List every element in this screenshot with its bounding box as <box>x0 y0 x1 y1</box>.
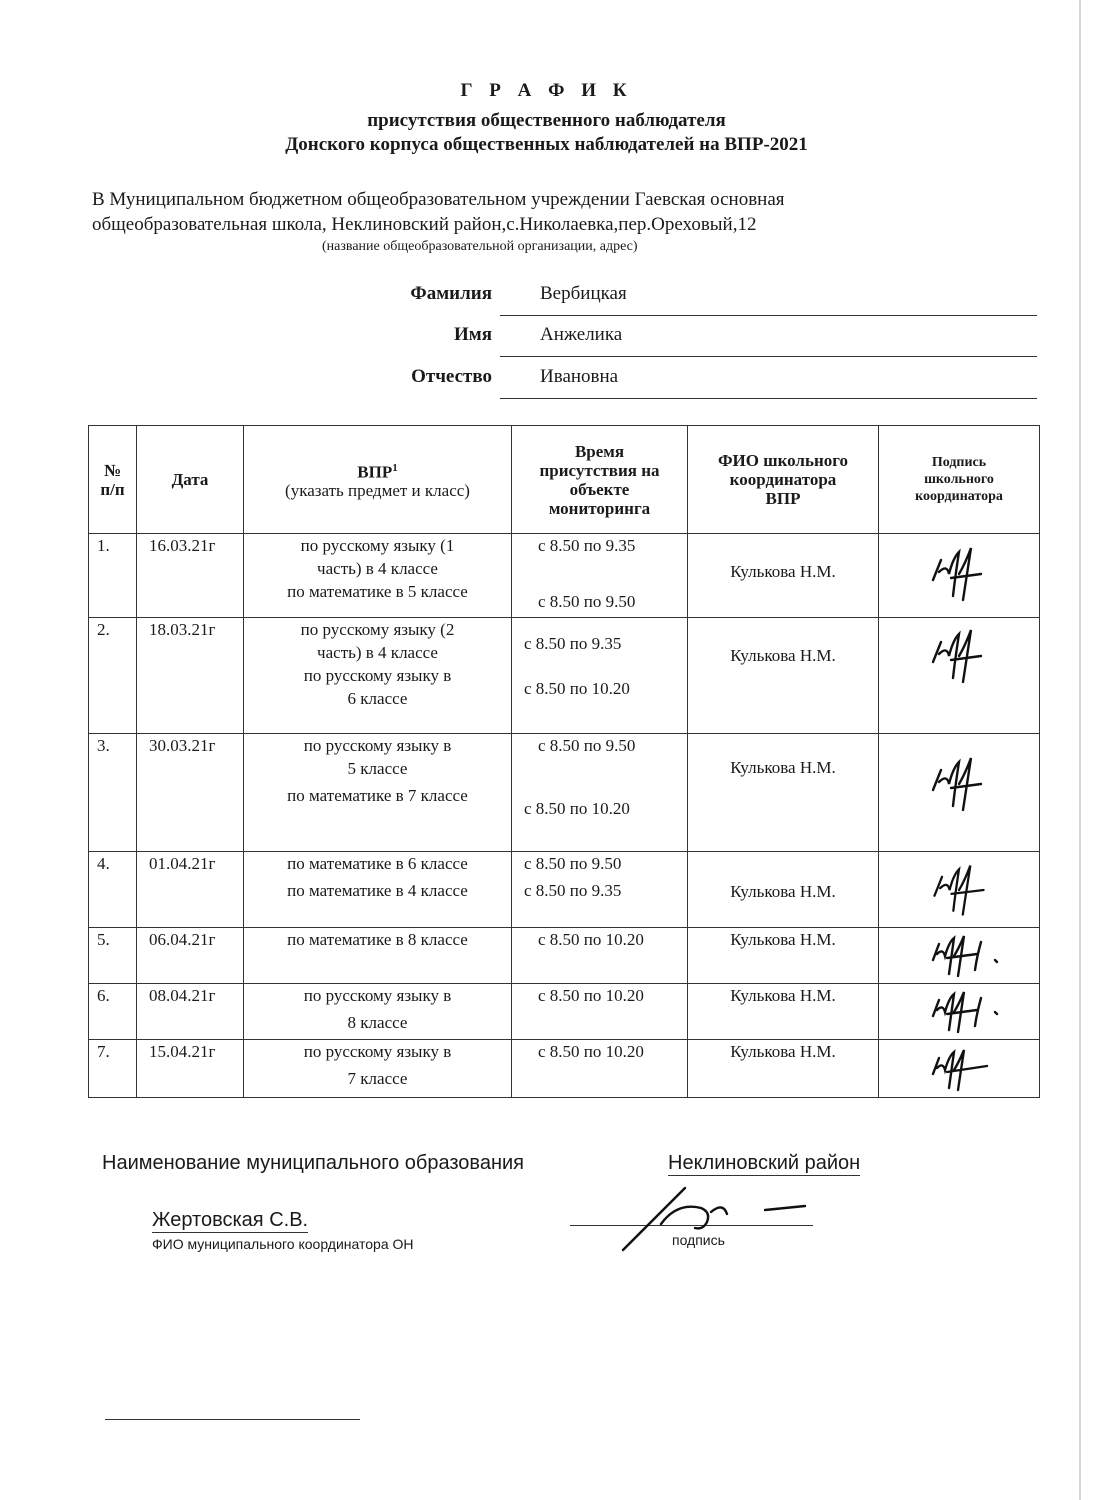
scan-edge-line <box>1079 0 1081 1500</box>
signature-mark <box>929 858 989 924</box>
table-row <box>89 984 1040 1040</box>
row-signature <box>879 734 1040 852</box>
row-coordinator: Кулькова Н.М. <box>688 534 879 618</box>
row-time: с 8.50 по 10.20 <box>512 1040 688 1098</box>
row-time: с 8.50 по 9.50 с 8.50 по 9.35 <box>512 852 688 928</box>
signature-mark <box>929 622 989 692</box>
row-coordinator: Кулькова Н.М. <box>688 734 879 852</box>
row-time: с 8.50 по 10.20 <box>512 984 688 1040</box>
row-date: 16.03.21г <box>137 534 244 618</box>
organization-line2: общеобразовательная школа, Неклиновский район,с.Николаевка,пер.Ореховый,12 <box>92 214 757 235</box>
row-number: 7. <box>89 1040 137 1098</box>
table-row <box>89 534 1040 618</box>
patronymic-label: Отчество <box>411 366 492 387</box>
table-row <box>89 1040 1040 1098</box>
row-date: 30.03.21г <box>137 734 244 852</box>
row-time: с 8.50 по 10.20 <box>512 928 688 984</box>
schedule-table <box>88 425 1040 1098</box>
row-coordinator: Кулькова Н.М. <box>688 928 879 984</box>
row-subject: по русскому языку (1 часть) в 4 классе по математике в 5 классе <box>244 534 512 618</box>
row-coordinator: Кулькова Н.М. <box>688 618 879 734</box>
patronymic-value: Ивановна <box>540 366 619 387</box>
row-date: 15.04.21г <box>137 1040 244 1098</box>
row-signature <box>879 984 1040 1040</box>
row-time: с 8.50 по 9.35 с 8.50 по 9.50 <box>512 534 688 618</box>
row-signature <box>879 618 1040 734</box>
row-signature <box>879 1040 1040 1098</box>
row-time: с 8.50 по 9.35 с 8.50 по 10.20 <box>512 618 688 734</box>
header-signature: Подпись школьного координатора <box>879 426 1040 534</box>
signature-mark <box>929 986 1009 1038</box>
municipality-label: Наименование муниципального образования <box>102 1152 525 1174</box>
row-subject: по русскому языку в 5 классе по математике в 7 классе <box>244 734 512 852</box>
row-subject: по математике в 8 классе <box>244 928 512 984</box>
row-coordinator: Кулькова Н.М. <box>688 852 879 928</box>
signature-mark <box>929 1042 1009 1096</box>
row-signature <box>879 852 1040 928</box>
row-subject: по русскому языку в 7 классе <box>244 1040 512 1098</box>
table-row <box>89 618 1040 734</box>
document-title: Г Р А Ф И К <box>460 80 633 101</box>
organization-line1: В Муниципальном бюджетном общеобразовательном учреждении Гаевская основная <box>92 189 785 210</box>
name-underline <box>500 356 1037 357</box>
row-number: 1. <box>89 534 137 618</box>
signature-note: подпись <box>672 1232 725 1248</box>
row-subject: по русскому языку (2 часть) в 4 классе по русскому языку в 6 классе <box>244 618 512 734</box>
municipality-value: Неклиновский район <box>668 1152 861 1174</box>
row-number: 6. <box>89 984 137 1040</box>
row-signature <box>879 928 1040 984</box>
signature-mark <box>929 748 989 818</box>
row-coordinator: Кулькова Н.М. <box>688 1040 879 1098</box>
row-date: 06.04.21г <box>137 928 244 984</box>
row-number: 2. <box>89 618 137 734</box>
table-row <box>89 734 1040 852</box>
municipal-coordinator-note: ФИО муниципального координатора ОН <box>152 1236 414 1252</box>
row-coordinator: Кулькова Н.М. <box>688 984 879 1040</box>
row-number: 3. <box>89 734 137 852</box>
header-date: Дата <box>137 426 244 534</box>
row-date: 08.04.21г <box>137 984 244 1040</box>
document-subtitle-line1: присутствия общественного наблюдателя <box>367 110 726 131</box>
organization-block <box>92 187 992 237</box>
table-row <box>89 852 1040 928</box>
municipal-coordinator-name: Жертовская С.В. <box>152 1209 309 1231</box>
header-coordinator: ФИО школьного координатора ВПР <box>688 426 879 534</box>
row-subject: по русскому языку в 8 классе <box>244 984 512 1040</box>
organization-note: (название общеобразовательной организации, адрес) <box>322 239 638 254</box>
table-header-row <box>89 426 1040 534</box>
name-value: Анжелика <box>540 324 623 345</box>
surname-label: Фамилия <box>410 283 492 304</box>
row-number: 4. <box>89 852 137 928</box>
footnote-separator-line <box>105 1419 360 1420</box>
row-number: 5. <box>89 928 137 984</box>
row-date: 18.03.21г <box>137 618 244 734</box>
signature-mark <box>929 930 1009 982</box>
header-number: № п/п <box>89 426 137 534</box>
row-date: 01.04.21г <box>137 852 244 928</box>
row-subject: по математике в 6 классе по математике в 4 классе <box>244 852 512 928</box>
surname-underline <box>500 315 1037 316</box>
row-time: с 8.50 по 9.50 с 8.50 по 10.20 <box>512 734 688 852</box>
header-vpr: ВПР$^1$ (указать предмет и класс) <box>244 426 512 534</box>
signature-mark <box>929 538 989 608</box>
header-time: Время присутствия на объекте мониторинга <box>512 426 688 534</box>
patronymic-underline <box>500 398 1037 399</box>
name-label: Имя <box>454 324 492 345</box>
surname-value: Вербицкая <box>540 283 627 304</box>
row-signature <box>879 534 1040 618</box>
table-row <box>89 928 1040 984</box>
document-subtitle-line2: Донского корпуса общественных наблюдателей на ВПР-2021 <box>285 134 808 155</box>
